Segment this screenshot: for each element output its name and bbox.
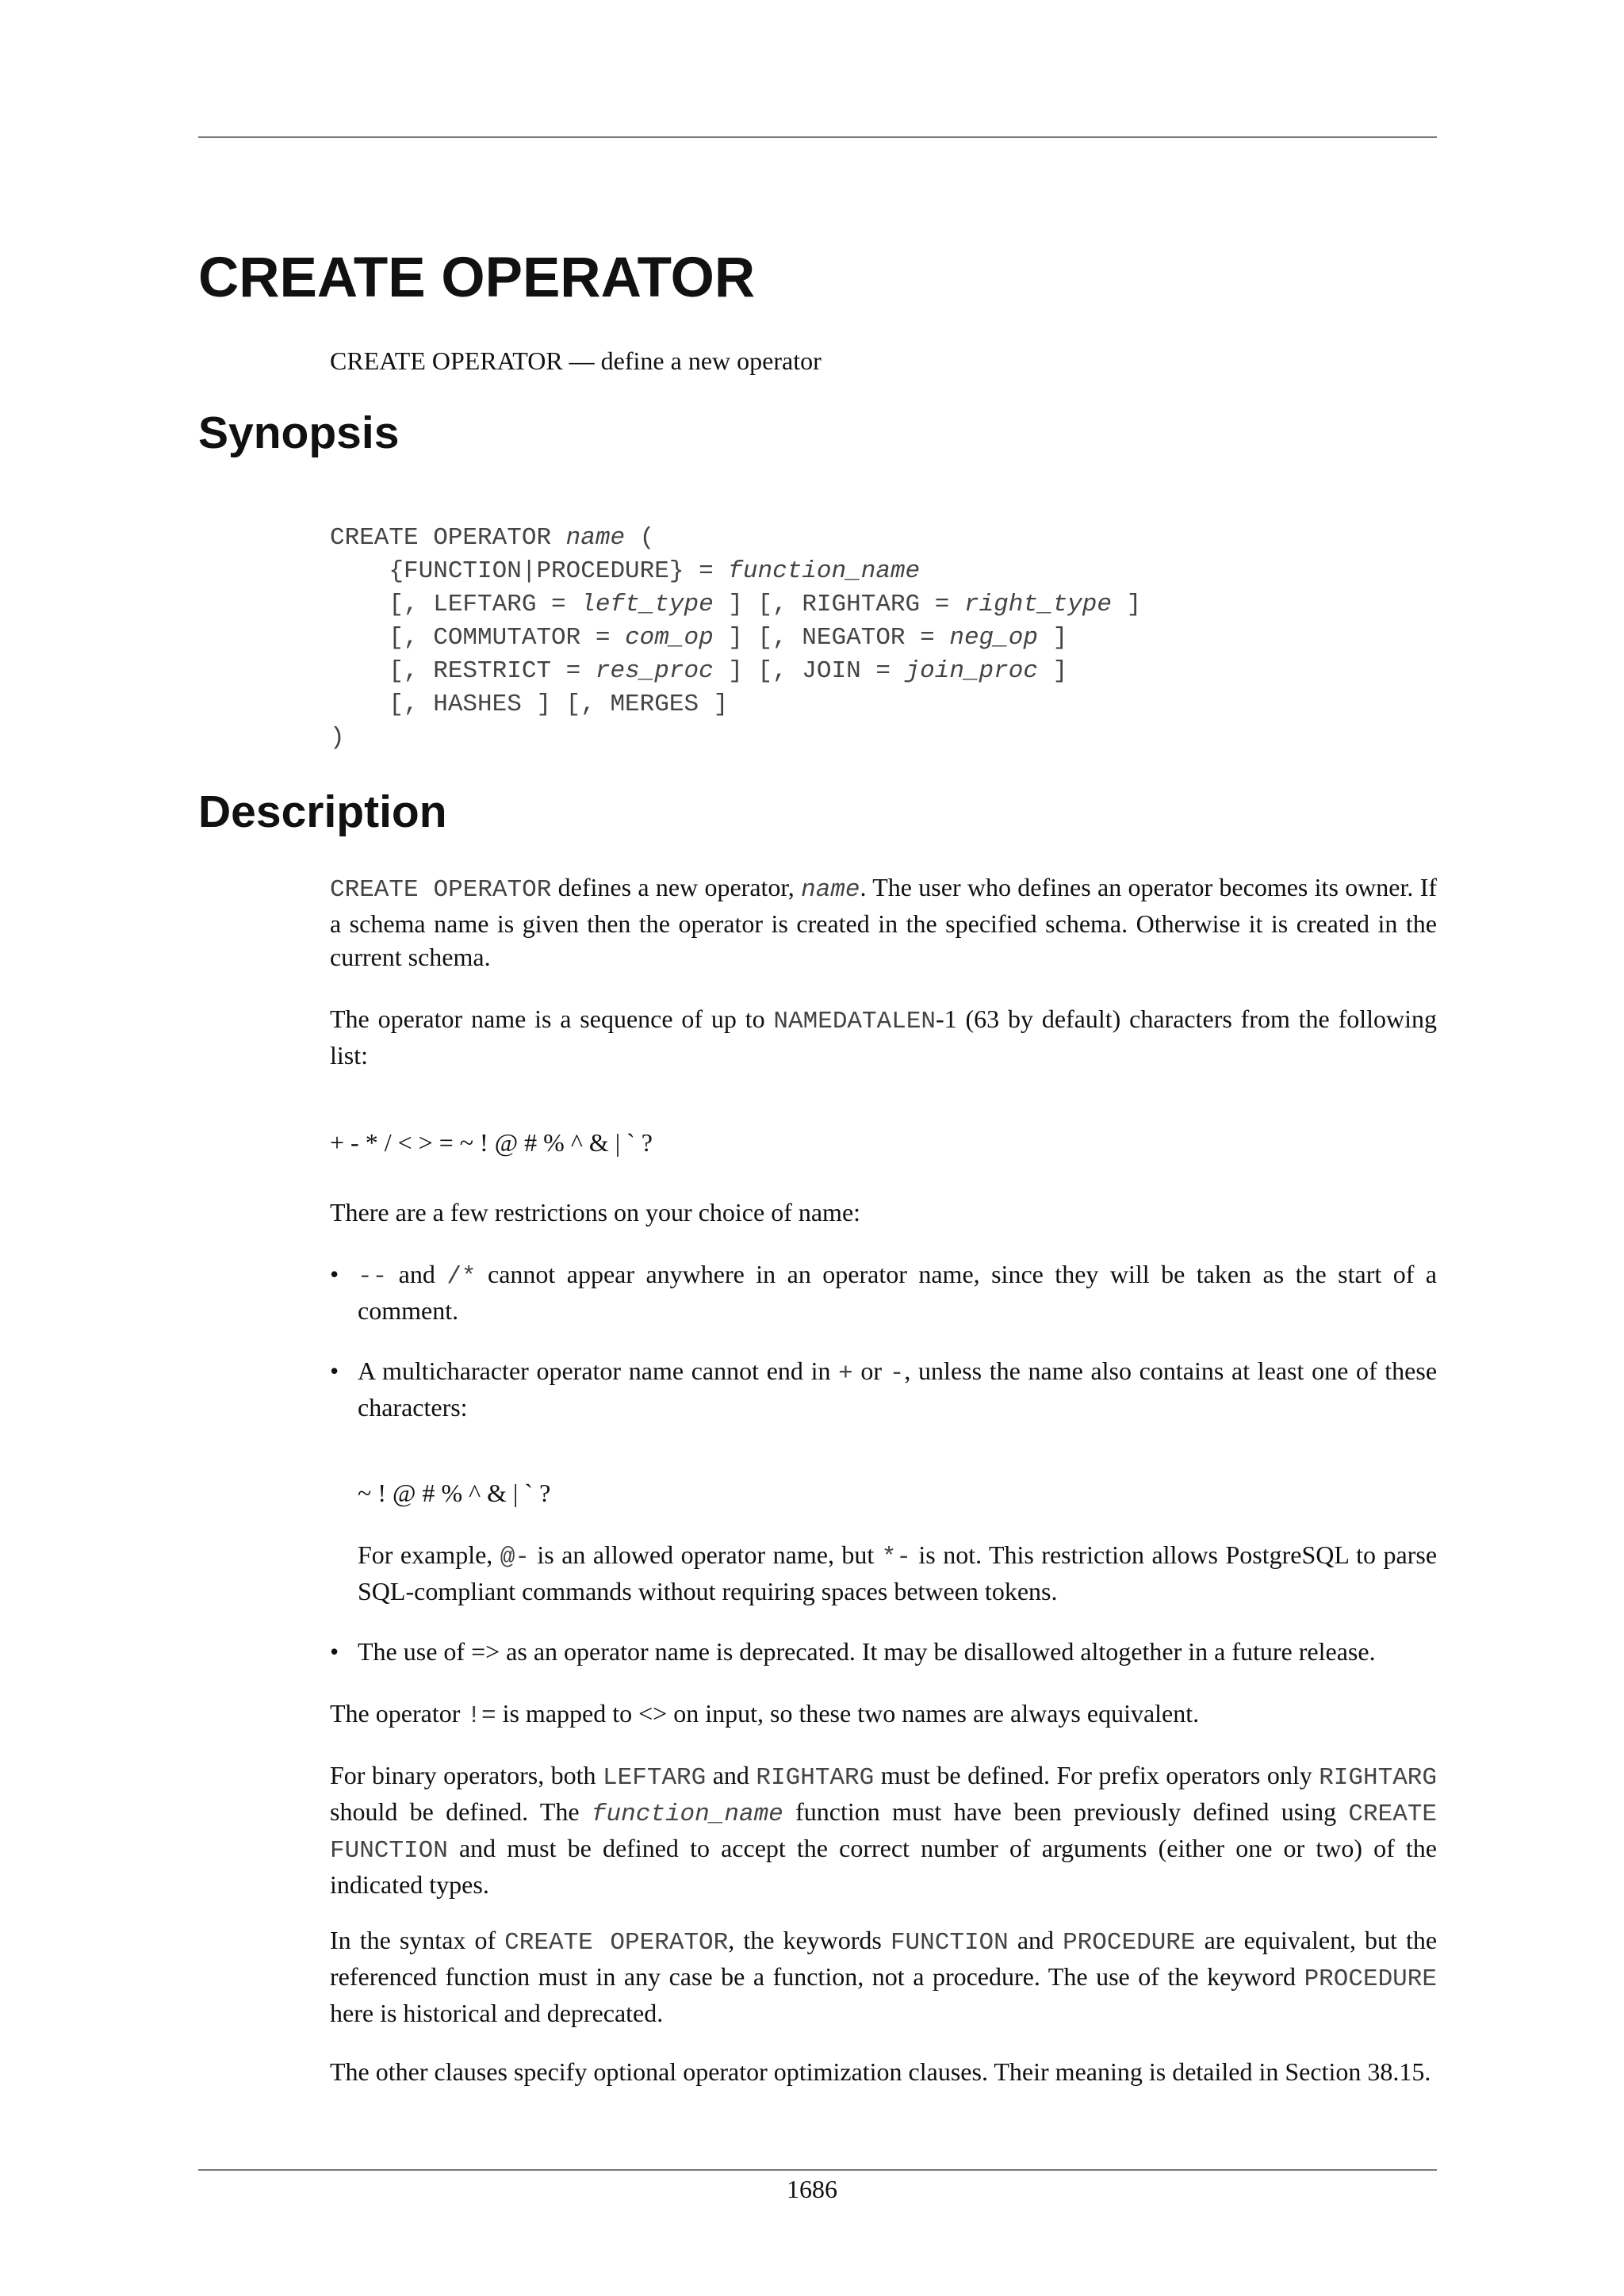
section-link[interactable]: Section 38.15 — [1285, 2057, 1425, 2086]
footer-rule — [198, 2169, 1437, 2171]
refpurpose: CREATE OPERATOR — define a new operator — [330, 346, 822, 375]
synopsis-code: CREATE OPERATOR name ( {FUNCTION|PROCEDURE} = function_name [, LEFTARG = left_type ] [, RIGHTARG = right_type ] [, COMMUTATOR = com_op ] [, NEGATOR = neg_op ] [, RESTRICT = res_proc ] [, JOIN = join_proc ] [, HASHES ] [, MERGES ] ) — [330, 524, 1142, 752]
bullet-marker: • — [330, 1637, 339, 1666]
paragraph: For binary operators, both LEFTARG and RIGHTARG must be defined. For prefix operators only RIGHTARG should be defined. The function_name function must have been previously defined using CREATE FUNCTION and must be defined to accept the correct number of arguments (either one or two) of the indicated types. — [330, 1761, 1438, 1899]
paragraph: The operator != is mapped to <> on input, so these two names are always equivalent. — [330, 1699, 1200, 1730]
page-title: CREATE OPERATOR — [198, 247, 756, 309]
paragraph: CREATE OPERATOR defines a new operator, name. The user who defines an operator becomes its owner. If a schema name is given then the operator is created in the specified schema. Otherwise it is created in the current schema. — [330, 873, 1438, 971]
paragraph: The operator name is a sequence of up to NAMEDATALEN-1 (63 by default) characters from the following list: — [330, 1004, 1438, 1070]
description-heading: Description — [198, 786, 447, 837]
operator-char-list: + - * / < > = ~ ! @ # % ^ & | ` ? — [330, 1128, 653, 1157]
paragraph: The other clauses specify optional operator optimization clauses. Their meaning is detailed in Section 38.15. — [330, 2057, 1431, 2086]
list-item-example: For example, @- is an allowed operator name, but *- is not. This restriction allows PostgreSQL to parse SQL-compliant commands without requiring spaces between tokens. — [358, 1540, 1438, 1605]
synopsis-heading: Synopsis — [198, 408, 400, 458]
paragraph: There are a few restrictions on your choice of name: — [330, 1198, 861, 1226]
header-rule — [198, 136, 1437, 138]
page-number: 1686 — [787, 2175, 837, 2203]
list-item: -- and /* cannot appear anywhere in an operator name, since they will be taken as the start of a comment. — [358, 1260, 1438, 1325]
bullet-marker: • — [330, 1357, 339, 1385]
paragraph: In the syntax of CREATE OPERATOR, the keywords FUNCTION and PROCEDURE are equivalent, but the referenced function must in any case be a function, not a procedure. The use of the keyword PROCEDURE here is historical and deprecated. — [330, 1926, 1438, 2027]
list-item: A multicharacter operator name cannot end in + or -, unless the name also contains at least one of these characters: — [358, 1357, 1438, 1422]
list-item: The use of => as an operator name is deprecated. It may be disallowed altogether in a future release. — [358, 1637, 1376, 1666]
restricted-char-list: ~ ! @ # % ^ & | ` ? — [358, 1479, 551, 1507]
bullet-marker: • — [330, 1260, 339, 1288]
